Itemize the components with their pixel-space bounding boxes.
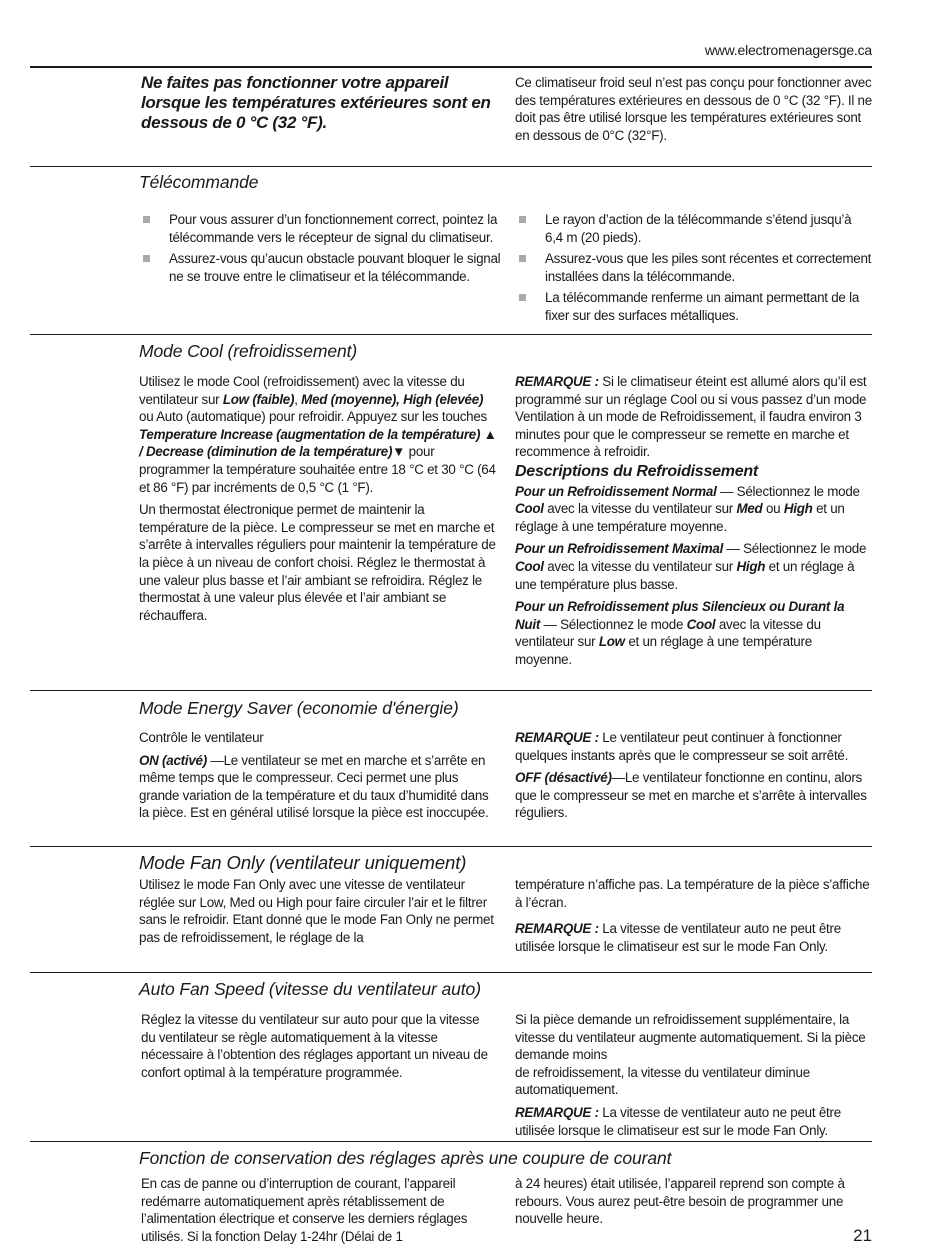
warning-title: Ne faites pas fonctionner votre appareil lorsque les températures extérieures sont en dessous de 0 °C (32 °F). xyxy=(141,73,491,132)
section-title-power-restore: Fonction de conservation des réglages après une coupure de courant xyxy=(139,1148,672,1168)
square-bullet-icon xyxy=(519,216,526,223)
list-item: Pour vous assurer d’un fonctionnement correct, pointez la télécommande vers le récepteur de signal du climatiseur. xyxy=(141,211,501,246)
divider xyxy=(30,690,872,691)
fan-left-text: Utilisez le mode Fan Only avec une vitesse de ventilateur réglée sur Low, Med ou High pour faire circuler l’air et le filtrer sans le refroidir. Etant donné que le mode Fan Only ne permet pas de refroidissement, le réglage de la xyxy=(139,877,494,945)
square-bullet-icon xyxy=(143,216,150,223)
auto-left-text: Réglez la vitesse du ventilateur sur auto pour que la vitesse du ventilateur se règle automatiquement à la vitesse nécessaire à l’obtention des réglages apportant un niveau de confort optimal à la température programmée. xyxy=(141,1012,488,1080)
section-title-cool: Mode Cool (refroidissement) xyxy=(139,341,358,361)
divider xyxy=(30,1141,872,1142)
power-right-text: à 24 heures) était utilisée, l’appareil reprend son compte à rebours. Vous aurez peut-être besoin de programmer une nouvelle heure. xyxy=(515,1176,845,1227)
divider xyxy=(30,166,872,167)
cooling-descriptions-title: Descriptions du Refroidissement xyxy=(515,462,758,480)
divider xyxy=(30,972,872,973)
divider xyxy=(30,334,872,335)
remote-left-list xyxy=(141,211,501,289)
power-left-text: En cas de panne ou d’interruption de courant, l’appareil redémarre automatiquement après rétablissement de l’alimentation électrique et conserve les derniers réglages utilisés. Si la fonction Delay 1-24hr (Délai de 1 xyxy=(141,1176,468,1244)
square-bullet-icon xyxy=(519,255,526,262)
square-bullet-icon xyxy=(143,255,150,262)
list-item: Le rayon d’action de la télécommande s’étend jusqu’à 6,4 m (20 pieds). xyxy=(517,211,872,246)
energy-left-text: Contrôle le ventilateur ON (activé) —Le ventilateur se met en marche et s’arrête en même temps que le compresseur. Ceci permet une plus grande variation de la température et du taux d’humidité dans la pièce. Est en général utilisé lorsque la pièce est inoccupée. xyxy=(139,730,489,821)
section-title-fan-only: Mode Fan Only (ventilateur uniquement) xyxy=(139,852,467,873)
section-title-energy-saver: Mode Energy Saver (economie d'énergie) xyxy=(139,698,459,718)
page-number: 21 xyxy=(853,1226,872,1245)
cool-right-text: REMARQUE : Si le climatiseur éteint est allumé alors qu’il est programmé sur un réglage Cool ou si vous passez d’un mode Ventilation à un mode de Refroidissement, il faudra environ 3 minutes pour que le compresseur se remette en marche et recommence à refroidir. Descriptions du Refroidissement Pour un Refroidissement Normal — Sélectionnez le mode Cool avec la vitesse du ventilateur sur Med ou High et un réglage à une température moyenne. Pour un Refroidissement Maximal — Sélectionnez le mode Cool avec la vitesse du ventilateur sur High et un réglage à une température plus basse. Pour un Refroidissement plus Silencieux ou Durant la Nuit — Sélectionnez le mode Cool avec la vitesse du ventilateur sur Low et un réglage à une température moyenne. xyxy=(515,373,872,669)
square-bullet-icon xyxy=(519,294,526,301)
section-title-auto-fan: Auto Fan Speed (vitesse du ventilateur auto) xyxy=(139,979,481,999)
list-item: Assurez-vous qu’aucun obstacle pouvant bloquer le signal ne se trouve entre le climatiseur et la télécommande. xyxy=(141,250,501,285)
list-item: La télécommande renferme un aimant permettant de la fixer sur des surfaces métalliques. xyxy=(517,289,872,324)
cool-left-text: Utilisez le mode Cool (refroidissement) avec la vitesse du ventilateur sur Low (faible), Med (moyenne), High (elevée) ou Auto (automatique) pour refroidir. Appuyez sur les touches Temperature Increase (augmentation de la température) ▲ / Decrease (diminution de la température)▼ pour programmer la température souhaitée entre 18 °C et 30 °C (64 et 86 °F) par incréments de 0,5 °C (1 °F). Un thermostat électronique permet de maintenir la température de la pièce. Le compresseur se met en marche et s’arrête à intervalles réguliers pour maintenir la température de la pièce à un niveau de confort choisi. Réglez le thermostat à une valeur plus basse et l’air ambiant se refroidira. Réglez le thermostat à une valeur plus élevée et l’air ambiant se réchauffera. xyxy=(139,374,497,623)
section-title-remote: Télécommande xyxy=(139,172,259,192)
divider xyxy=(30,846,872,847)
fan-right-text: température n’affiche pas. La température de la pièce s’affiche à l’écran. REMARQUE : La vitesse de ventilateur auto ne peut être utilisée lorsque le climatiseur est sur le mode Fan Only. xyxy=(515,877,870,954)
divider xyxy=(30,66,872,68)
warning-text: Ce climatiseur froid seul n’est pas conçu pour fonctionner avec des températures extérieures en dessous de 0 °C (32 °F). Il ne doit pas être utilisé lorsque les températures extérieures sont en dessous de 0°C (32°F). xyxy=(515,75,872,143)
website-url: www.electromenagersge.ca xyxy=(704,42,872,58)
auto-right-text: Si la pièce demande un refroidissement supplémentaire, la vitesse du ventilateur augmente automatiquement. Si la pièce demande moins de refroidissement, la vitesse du ventilateur diminue automatiquement. REMARQUE : La vitesse de ventilateur auto ne peut être utilisée lorsque le climatiseur est sur le mode Fan Only. xyxy=(515,1012,866,1138)
energy-right-text: REMARQUE : Le ventilateur peut continuer à fonctionner quelques instants après que le compresseur se soit arrêté. OFF (désactivé)—Le ventilateur fonctionne en continu, alors que le compresseur se met en marche et s’arrête à intervalles réguliers. xyxy=(515,730,867,821)
remote-right-list xyxy=(517,211,872,329)
list-item: Assurez-vous que les piles sont récentes et correctement installées dans la télécommande. xyxy=(517,250,872,285)
